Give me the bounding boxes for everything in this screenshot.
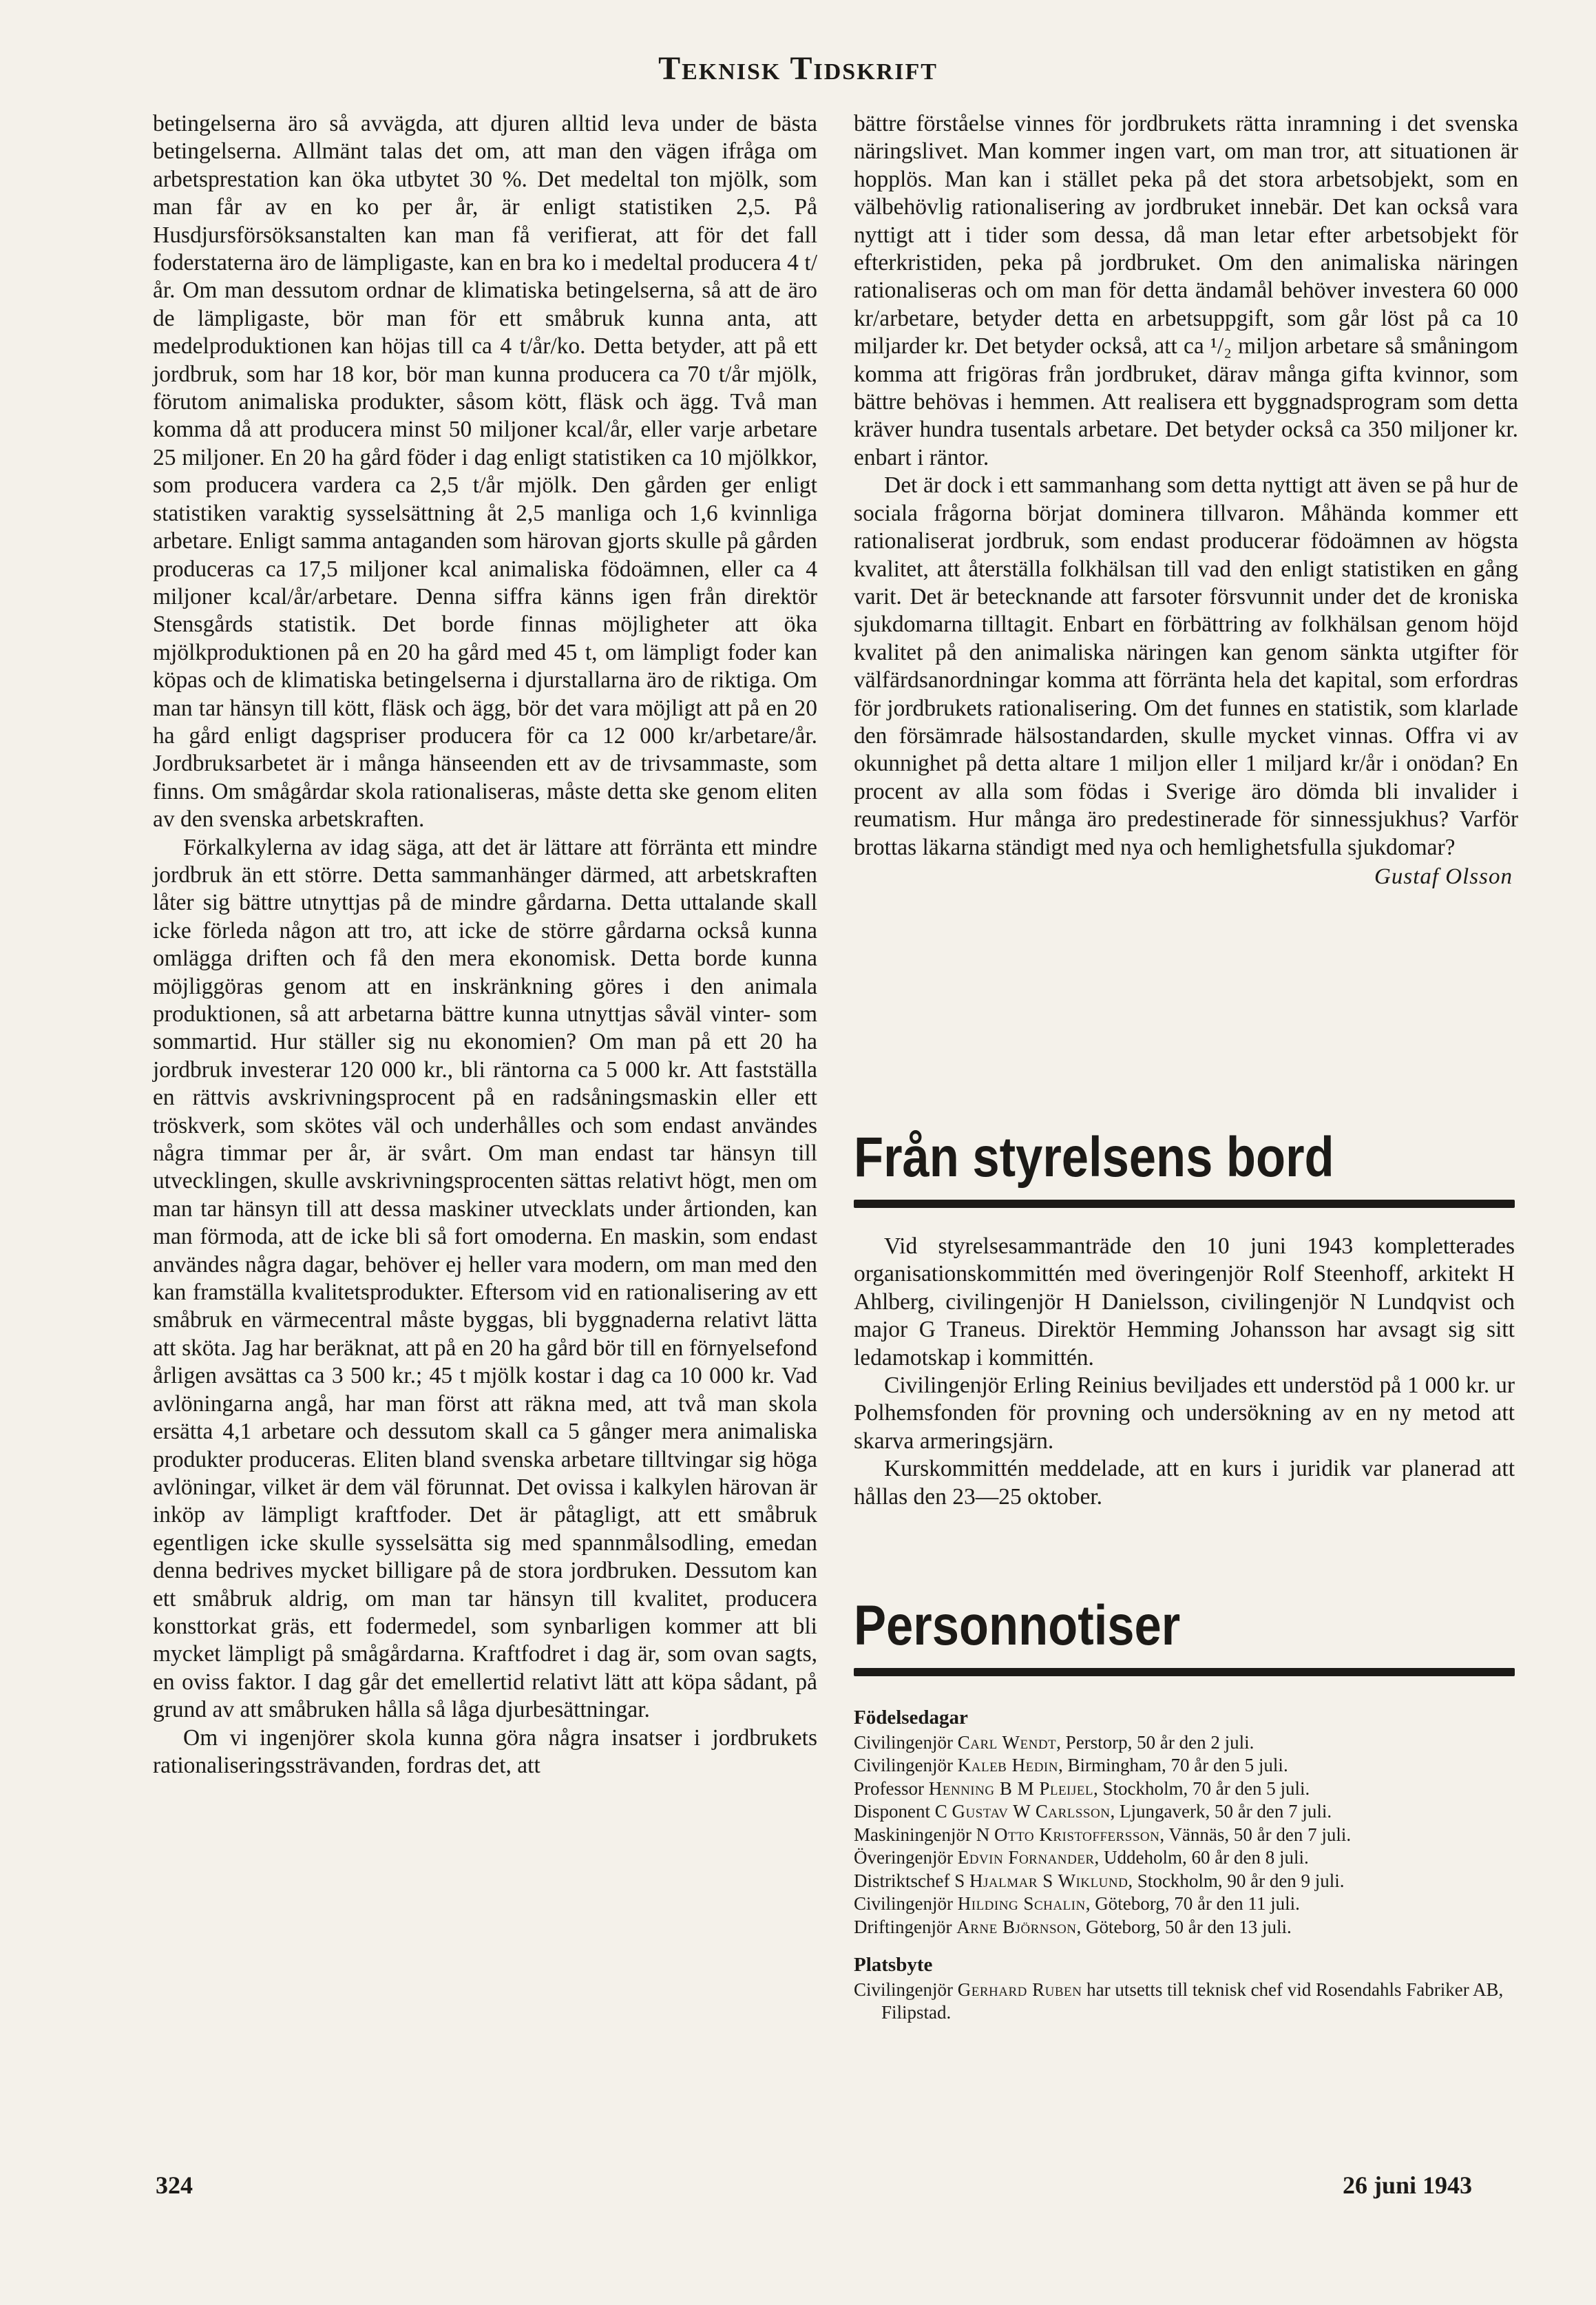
body-paragraph: bättre förståelse vinnes för jordbrukets rätta inramning i det svenska näringslivet. Man kommer ingen vart, om man tror, att situationen är hopplös. Man kan i stället peka på det stora arbetsobjekt, som en välbehövlig rationalisering av jordbruket innebär. Det kan också vara nyttigt att i tider som dessa, då man letar efter arbetsobjekt för efterkristiden, peka på jordbruket. Om den animaliska näringen rationaliseras och om man för detta ändamål behöver investera 60 000 kr/arbetare, betyder detta en arbetsuppgift, som går löst på ca 10 miljarder kr. Det betyder också, att ca ¹/₂ miljon arbetare så småningom komma att frigöras från jordbruket, därav många gifta kvinnor, som bättre behövas i hemmen. Att realisera ett byggnadsprogram som detta kräver hundra tusentals arbetare. Det betyder också ca 350 miljoner kr. enbart i räntor. <box>854 111 1518 470</box>
issue-date: 26 juni 1943 <box>1343 2171 1473 2199</box>
list-item: Civilingenjör Hilding Schalin, Göteborg, 70 år den 11 juli. <box>854 1893 1300 1914</box>
list-item: Professor Henning B M Pleijel, Stockholm, 70 år den 5 juli. <box>854 1777 1310 1799</box>
section-body <box>854 1233 1515 1511</box>
body-paragraph: Kurskommittén meddelade, att en kurs i juridik var planerad att hållas den 23—25 oktober. <box>854 1456 1515 1510</box>
list-item: Distriktschef S Hjalmar S Wiklund, Stockholm, 90 år den 9 juli. <box>854 1870 1345 1891</box>
body-paragraph: Civilingenjör Erling Reinius beviljades ett understöd på 1 000 kr. ur Polhemsfonden för provning och undersökning av en ny metod att skarva armeringsjärn. <box>854 1373 1515 1454</box>
list-item: Civilingenjör Carl Wendt, Perstorp, 50 år den 2 juli. <box>854 1731 1254 1753</box>
notes-list <box>854 1707 1515 2025</box>
body-paragraph: Vid styrelsesammanträde den 10 juni 1943 kompletterades organisationskommittén med överingenjör Rolf Steenhoff, arkitekt H Ahlberg, civilingenjör H Danielsson, civilingenjör N Lundqvist och major G Traneus. Direktör Hemming Johansson har avsagt sig sitt ledamotskap i kommittén. <box>854 1233 1515 1370</box>
styrelsen-section <box>854 1126 1515 1511</box>
author-signature: Gustaf Olsson <box>1374 864 1513 889</box>
body-paragraph: Om vi ingenjörer skola kunna göra några insatser i jordbrukets rationaliseringssträvanden, fordras det, att <box>153 1724 817 1778</box>
body-paragraph: betingelserna äro så avvägda, att djuren alltid leva under de bästa betingelserna. Allmänt talas det om, att man den vägen ifråga om arbetsprestation kan öka utbytet 30 %. Det medeltal ton mjölk, som man får av en ko per år, är enligt statistiken 2,5. På Husdjursförsöksanstalten kan man få verifierat, att för det fall foderstaterna äro de lämpligaste, kan en bra ko i medeltal producera 4 t/år. Om man dessutom ordnar de klimatiska betingelserna, så att de äro de lämpligaste, bör man för ett småbruk kunna anta, att medelproduktionen kan höjas till ca 4 t/år/ko. Detta betyder, att på ett jordbruk, som har 18 kor, bör man kunna producera ca 70 t/år mjölk, förutom animaliska produkter, såsom kött, fläsk och ägg. Två man komma då att producera minst 50 miljoner kcal/år, eller varje arbetare 25 miljoner. En 20 ha gård föder i dag enligt statistiken ca 10 mjölkkor, som producera vardera ca 2,5 t/år mjölk. Den gården ger enligt statistiken varaktig sysselsättning åt 2,5 manliga och 1,6 kvinnliga arbetare. Enligt samma antaganden som härovan gjorts skulle på gården produceras ca 17,5 miljoner kcal animaliska födoämnen, eller ca 4 miljoner kcal/år/arbetare. Denna siffra känns igen från direktör Stensgårds statistik. Det borde finnas möjligheter att öka mjölkproduktionen på en 20 ha gård med 45 t, om lämpligt foder kan köpas och de klimatiska betingelserna i djurstallarna äro de riktiga. Om man tar hänsyn till kött, fläsk och ägg, bör det vara möjligt att på en 20 ha gård enligt dagspriser producera för ca 12 000 kr/arbetare/år. Jordbruksarbetet är i många hänseenden ett av de trivsammaste, som finns. Om smågårdar skola rationaliseras, måste detta ske genom eliten av den svenska arbetskraften. <box>153 111 817 833</box>
list-item: Disponent C Gustav W Carlsson, Ljungaverk, 50 år den 7 juli. <box>854 1801 1332 1822</box>
left-column <box>153 110 817 1780</box>
journal-title: Teknisk Tidskrift <box>658 50 938 87</box>
subheading-fodelsedagar: Födelsedagar <box>854 1707 968 1729</box>
section-heading: Personnotiser <box>854 1594 1181 1657</box>
body-paragraph: Förkalkylerna av idag säga, att det är lättare att förränta ett mindre jordbruk än ett större. Detta sammanhänger därmed, att arbetskraften låter sig bättre utnyttjas på de mindre gårdarna. Detta uttalande skall icke förleda någon att tro, att icke de större gårdarna också kunna omlägga driften och få den mera ekonomisk. Detta borde kunna möjliggöras genom att en inskränkning göres i den animala produktionen, så att arbetarna bättre kunna utnyttjas såväl vinter- som sommartid. Hur ställer sig nu ekonomien? Om man på ett 20 ha jordbruk investerar 120 000 kr., bli räntorna ca 5 000 kr. Att fastställa en rättvis avskrivningsprocent på en radsåningsmaskin eller ett tröskverk, som skötes väl och underhålles och som endast användes några timmar per år, är svårt. Om man endast tar hänsyn till utvecklingen, skulle avskrivningsprocenten sättas relativt högt, men om man tar hänsyn till att dessa maskiner utvecklats under årtionden, kan man förmoda, att de icke bli så fort omoderna. En maskin, som endast användes några dagar, behöver ej heller vara modern, om man med den kan framställa kvalitetsprodukter. Eftersom vid en rationalisering av ett småbruk en värmecentral måste byggas, bli byggnaderna relativt lätta att sköta. Jag har beräknat, att på en 20 ha gård bör till en förnyelsefond årligen avsättas ca 3 500 kr.; 45 t mjölk kostar i dag ca 10 000 kr. Vad avlöningarna angå, har man först att räkna med, att två man skola ersätta 4,1 arbetare och dessutom skall ca 5 gånger mera animaliska produkter produceras. Eliten bland svenska arbetare tilltvingar sig höga avlöningar, vilket är dem väl förunnat. Det ovissa i kalkylen härovan är inköp av lämpligt kraftfoder. Det är påtagligt, att ett småbruk egentligen icke skulle sysselsätta sig med spannmålsodling, emedan denna bedrives mycket billigare på de stora jordbruken. Dessutom kan ett småbruk aldrig, om man tar hänsyn till kvalitet, producera konsttorkat gräs, ett fodermedel, som synbarligen kommer att bli mycket lämpligt på smågårdarna. Kraftfodret i dag är, som ovan sagts, en oviss faktor. I dag går det emellertid relativt lätt att köpa sådant, på grund av att småbruken hålla så låga djurbesättningar. <box>153 834 817 1723</box>
subheading-platsbyte: Platsbyte <box>854 1954 933 1976</box>
list-item: Civilingenjör Kaleb Hedin, Birmingham, 70 år den 5 juli. <box>854 1755 1288 1775</box>
list-item: Maskiningenjör N Otto Kristoffersson, Vännäs, 50 år den 7 juli. <box>854 1824 1352 1845</box>
section-heading: Från styrelsens bord <box>854 1126 1334 1189</box>
personnotiser-section <box>854 1594 1515 2025</box>
list-item: Driftingenjör Arne Björnson, Göteborg, 50 år den 13 juli. <box>854 1916 1292 1937</box>
page-number: 324 <box>156 2171 193 2199</box>
list-item: Civilingenjör Gerhard Ruben har utsetts till teknisk chef vid Rosendahls Fabriker AB, Filipstad. <box>854 1979 1504 2023</box>
list-item: Överingenjör Edvin Fornander, Uddeholm, 60 år den 8 juli. <box>854 1847 1309 1868</box>
body-paragraph: Det är dock i ett sammanhang som detta nyttigt att även se på hur de sociala frågorna börjat dominera tillvaron. Måhända kommer ett rationaliserat jordbruk, som endast producerar födoämnen av högsta kvalitet, att återställa folkhälsan till vad den enligt statistiken en gång varit. Det är betecknande att farsoter försvunnit under det de kroniska sjukdomarna tilltagit. Enbart en förbättring av folkhälsan genom höjd kvalitet på den animaliska näringen kan genom sänkta utgifter för välfärdsanordningar komma att förränta hela det kapital, som erfordras för jordbrukets rationalisering. Om det funnes en statistik, som klarlade den försämrade hälsostandarden, skulle mycket vinnas. Offra vi av okunnighet på detta altare 1 miljon eller 1 miljard kr/år i onödan? En procent av alla som födas i Sverige äro dömda bli invalider i reumatism. Hur många äro predestinerade för sinnessjukhus? Varför brottas läkarna ständigt med nya och hemlighetsfulla sjukdomar? <box>854 472 1518 860</box>
right-column <box>854 110 1518 890</box>
heading-rule <box>854 1668 1515 1676</box>
heading-rule <box>854 1200 1515 1208</box>
